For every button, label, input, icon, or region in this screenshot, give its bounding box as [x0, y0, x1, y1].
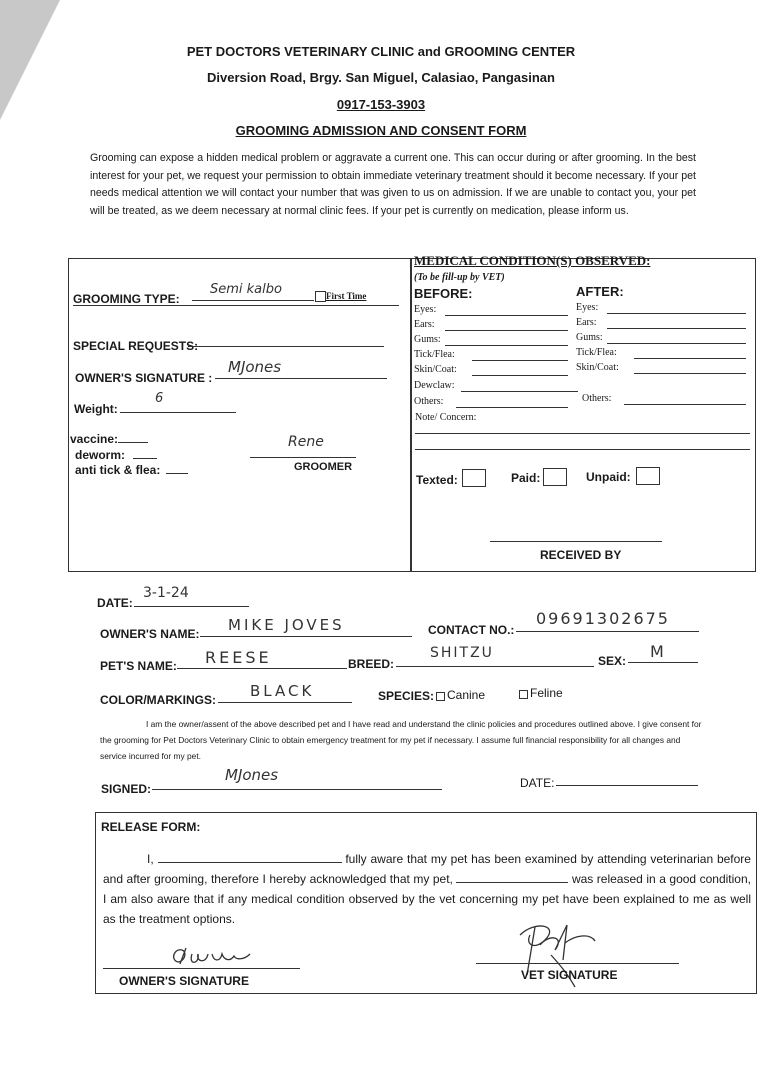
consent-text: I am the owner/assent of the above described pet and I have read and understand the clinic policies and procedures outlined above. I give consent for the grooming for Pet Doctors Veterinary Clinic to obtain emergency treatment for my pet if necessary. I assume full financial responsibility for all changes and service incurred for my pet.: [100, 719, 702, 761]
deworm-label: deworm:: [75, 448, 126, 462]
special-requests-label: SPECIAL REQUESTS:: [73, 339, 199, 353]
after-field-input[interactable]: [607, 333, 746, 344]
paid-checkbox[interactable]: [543, 468, 567, 486]
before-field-input[interactable]: [461, 381, 578, 392]
special-requests-field[interactable]: [188, 332, 384, 347]
feline-label: Feline: [530, 686, 563, 700]
breed-field[interactable]: [396, 652, 594, 667]
before-field-input[interactable]: [472, 365, 568, 376]
grooming-type-line-2: [73, 305, 399, 306]
release-owner-signature: [160, 940, 260, 970]
note-line-2[interactable]: [415, 449, 750, 450]
owner-name-label: OWNER'S NAME:: [100, 627, 200, 641]
color-label: COLOR/MARKINGS:: [100, 693, 216, 707]
vaccine-label: vaccine:: [70, 432, 119, 446]
after-field-label: Tick/Flea:: [576, 347, 617, 358]
vet-signature-label: VET SIGNATURE: [521, 968, 618, 982]
first-time-label: First Time: [326, 291, 367, 301]
feline-checkbox[interactable]: [519, 690, 528, 699]
after-field-label: Skin/Coat:: [576, 362, 619, 373]
weight-field[interactable]: [120, 398, 236, 413]
unpaid-checkbox[interactable]: [636, 467, 660, 485]
after-label: AFTER:: [576, 284, 624, 299]
date-value: 3-1-24: [143, 585, 189, 601]
species-label: SPECIES:: [378, 689, 435, 703]
contact-label: CONTACT NO.:: [428, 623, 515, 637]
after-field-label: Eyes:: [576, 302, 599, 313]
texted-label: Texted:: [416, 473, 458, 487]
grooming-type-label: GROOMING TYPE:: [73, 292, 180, 306]
before-field-label: Dewclaw:: [414, 380, 455, 391]
owner-signature-value: MJones: [228, 358, 282, 376]
before-field-label: Skin/Coat:: [414, 364, 457, 375]
signed-value: MJones: [225, 766, 279, 784]
grooming-type-value: Semi kalbo: [210, 282, 282, 297]
release-text-part1: I,: [147, 852, 154, 866]
before-field-input[interactable]: [445, 335, 568, 346]
box-divider: [410, 258, 412, 572]
before-field-label: Tick/Flea:: [414, 349, 455, 360]
release-text-part2: fully aware that my pet has been examined by attending veterinarian before and after grooming, therefore I hereby acknowledged that my pet,: [103, 852, 751, 886]
release-text-part3: was released in a good condition, I am also aware that if any medical condition observed by the vet concerning my pet have been explained to me as well as the treatment options.: [103, 872, 751, 926]
weight-value: 6: [155, 391, 164, 406]
anti-tick-field[interactable]: [166, 461, 188, 474]
form-title: GROOMING ADMISSION AND CONSENT FORM: [235, 123, 527, 138]
canine-checkbox[interactable]: [436, 692, 445, 701]
weight-label: Weight:: [74, 402, 118, 416]
signed-date-label: DATE:: [520, 776, 555, 790]
note-label: Note/ Concern:: [415, 412, 477, 423]
medical-subtitle: (To be fill-up by VET): [414, 272, 505, 283]
date-label: DATE:: [97, 596, 133, 610]
release-form-title: RELEASE FORM:: [101, 820, 201, 834]
contact-value: 09691302675: [536, 609, 670, 628]
signed-date-field[interactable]: [556, 771, 698, 786]
color-value: BLACK: [250, 682, 315, 700]
before-field-label: Ears:: [414, 319, 435, 330]
sex-label: SEX:: [598, 654, 627, 668]
before-field-label: Others:: [414, 396, 444, 407]
release-owner-field[interactable]: [158, 850, 342, 863]
after-field-input[interactable]: [634, 363, 746, 374]
canine-label: Canine: [447, 688, 486, 702]
release-pet-field[interactable]: [456, 870, 568, 883]
owner-signature-label: OWNER'S SIGNATURE :: [75, 371, 213, 385]
after-field-label: Others:: [582, 393, 612, 404]
after-field-label: Ears:: [576, 317, 597, 328]
after-field-input[interactable]: [607, 318, 746, 329]
clinic-name: PET DOCTORS VETERINARY CLINIC and GROOMING CENTER: [186, 44, 576, 59]
received-by-field[interactable]: [490, 541, 662, 542]
clinic-address: Diversion Road, Brgy. San Miguel, Calasiao, Pangasinan: [207, 70, 555, 85]
breed-label: BREED:: [348, 657, 395, 671]
after-field-label: Gums:: [576, 332, 603, 343]
anti-tick-label: anti tick & flea:: [75, 463, 161, 477]
deworm-field[interactable]: [133, 446, 157, 459]
pet-name-label: PET'S NAME:: [100, 659, 177, 673]
breed-value: SHITZU: [430, 645, 494, 661]
before-field-input[interactable]: [472, 350, 568, 361]
before-field-input[interactable]: [445, 305, 568, 316]
release-owner-signature-label: OWNER'S SIGNATURE: [119, 974, 249, 988]
after-field-input[interactable]: [607, 303, 746, 314]
signed-label: SIGNED:: [101, 782, 152, 796]
signed-field[interactable]: [152, 775, 442, 790]
medical-title: MEDICAL CONDITION(S) OBSERVED:: [414, 253, 651, 268]
release-form-text: [103, 849, 751, 929]
pet-name-value: REESE: [205, 648, 272, 667]
received-by-label: RECEIVED BY: [540, 548, 622, 562]
first-time-checkbox[interactable]: [315, 291, 326, 302]
before-label: BEFORE:: [414, 286, 473, 301]
after-field-input[interactable]: [624, 394, 746, 405]
paid-label: Paid:: [511, 471, 541, 485]
unpaid-label: Unpaid:: [586, 470, 631, 484]
sex-value: M: [650, 642, 664, 661]
texted-checkbox[interactable]: [462, 469, 486, 487]
clinic-phone: 0917-153-3903: [336, 97, 426, 112]
note-line-1[interactable]: [415, 433, 750, 434]
groomer-value: Rene: [288, 434, 324, 450]
vaccine-field[interactable]: [118, 430, 148, 443]
after-field-input[interactable]: [634, 348, 746, 359]
intro-paragraph: Grooming can expose a hidden medical problem or aggravate a current one. This can occur during or after grooming. In the best interest for your pet, we request your permission to obtain immediate veterinary treatment should it become necessary. If your pet needs medical attention we will contact your number that was given to us on admission. If we are unable to contact you, your pet will be treated, as we deem necessary at normal clinic fees. If your pet is currently on medication, please inform us.: [90, 152, 696, 217]
before-field-label: Gums:: [414, 334, 441, 345]
before-field-input[interactable]: [456, 397, 568, 408]
before-field-label: Eyes:: [414, 304, 437, 315]
owner-name-value: MIKE JOVES: [228, 616, 345, 634]
groomer-label: GROOMER: [294, 461, 353, 473]
before-field-input[interactable]: [445, 320, 568, 331]
